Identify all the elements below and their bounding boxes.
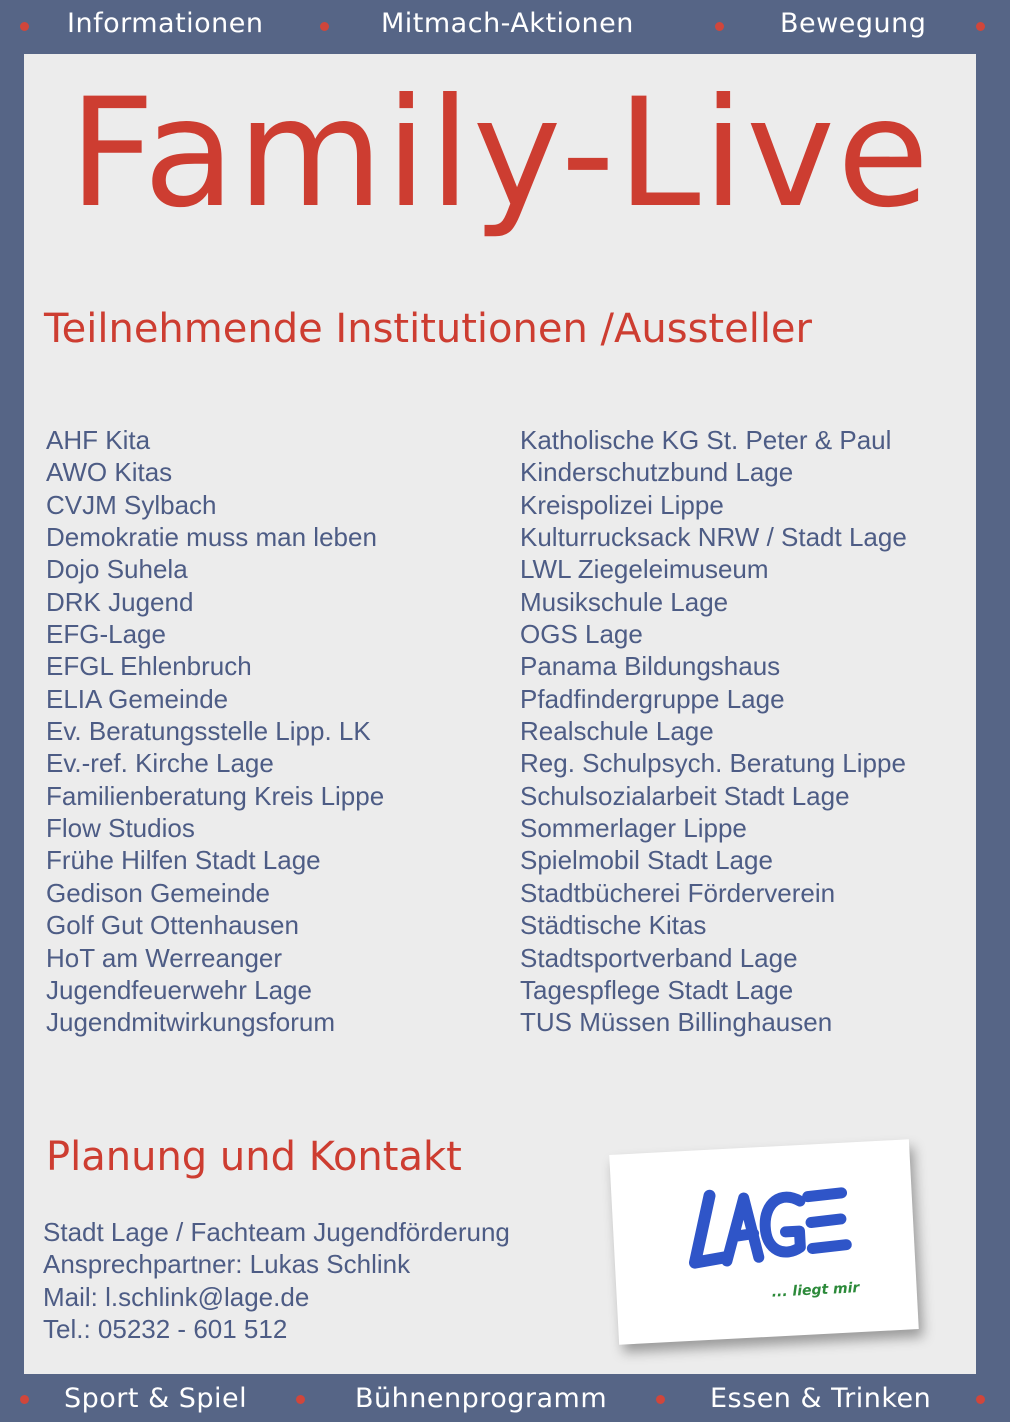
contact-heading: Planung und Kontakt [46,1134,462,1180]
list-item: Jugendfeuerwehr Lage [46,974,312,1005]
list-item: Kreispolizei Lippe [520,489,724,520]
bullet-dot-icon [296,1395,305,1404]
logo-tagline: ... liegt mir [771,1280,860,1301]
list-item: Ev.-ref. Kirche Lage [46,748,274,779]
list-item: Realschule Lage [520,716,714,747]
list-item: Stadtsportverband Lage [520,942,798,973]
list-item: Kulturrucksack NRW / Stadt Lage [520,522,907,553]
bullet-dot-icon [976,1395,985,1404]
list-item: Golf Gut Ottenhausen [46,910,299,941]
lage-logo [681,1180,855,1279]
list-item: Musikschule Lage [520,586,729,617]
list-item: Sommerlager Lippe [520,813,747,844]
list-item: Kinderschutzbund Lage [520,457,794,488]
band-item-buehnenprogramm: Bühnenprogramm [355,1383,608,1414]
contact-phone: Tel.: 05232 - 601 512 [43,1313,288,1344]
top-banner [0,0,1010,50]
list-item: Stadtbücherei Förderverein [520,877,836,908]
list-item: DRK Jugend [46,586,194,617]
band-item-informationen: Informationen [67,8,264,39]
exhibitor-list-right [520,424,907,1039]
list-item: Familienberatung Kreis Lippe [46,780,385,811]
page-title: Family-Live [68,67,932,241]
contact-block [43,1216,510,1345]
list-item: Tagespflege Stadt Lage [520,974,794,1005]
list-item: Jugendmitwirkungsforum [46,1007,336,1038]
contact-mail: Mail: l.schlink@lage.de [43,1281,310,1312]
list-item: Flow Studios [46,813,195,844]
list-item: Gedison Gemeinde [46,877,271,908]
band-item-sport-spiel: Sport & Spiel [64,1383,248,1414]
bullet-dot-icon [20,22,29,31]
list-item: OGS Lage [520,619,643,650]
bullet-dot-icon [320,22,329,31]
page-subtitle: Teilnehmende Institutionen /Aussteller [44,306,812,352]
lage-logo-card [609,1139,919,1344]
list-item: TUS Müssen Billinghausen [520,1007,833,1038]
content-panel [24,54,976,1374]
list-item: Spielmobil Stadt Lage [520,845,773,876]
list-item: LWL Ziegeleimuseum [520,554,769,585]
list-item: Pfadfindergruppe Lage [520,683,785,714]
list-item: Reg. Schulpsych. Beratung Lippe [520,748,906,779]
list-item: Katholische KG St. Peter & Paul [520,425,892,455]
list-item: Demokratie muss man leben [46,522,377,553]
list-item: AHF Kita [46,425,151,455]
list-item: EFG-Lage [46,619,166,650]
list-item: Frühe Hilfen Stadt Lage [46,845,321,876]
list-item: EFGL Ehlenbruch [46,651,252,682]
contact-person: Ansprechpartner: Lukas Schlink [43,1249,411,1280]
list-item: Schulsozialarbeit Stadt Lage [520,780,850,811]
list-item: Dojo Suhela [46,554,188,585]
bottom-banner [0,1374,1010,1422]
bullet-dot-icon [656,1395,665,1404]
bullet-dot-icon [715,22,724,31]
list-item: AWO Kitas [46,457,173,488]
list-item: CVJM Sylbach [46,489,217,520]
bullet-dot-icon [20,1395,29,1404]
band-item-essen-trinken: Essen & Trinken [710,1383,932,1414]
list-item: HoT am Werreanger [46,942,283,973]
bullet-dot-icon [976,22,985,31]
list-item: ELIA Gemeinde [46,683,229,714]
exhibitor-list-left [46,424,384,1039]
contact-org: Stadt Lage / Fachteam Jugendförderung [43,1217,510,1247]
band-item-mitmach-aktionen: Mitmach-Aktionen [381,8,634,39]
band-item-bewegung: Bewegung [780,8,927,39]
list-item: Ev. Beratungsstelle Lipp. LK [46,716,371,747]
list-item: Panama Bildungshaus [520,651,781,682]
list-item: Städtische Kitas [520,910,707,941]
